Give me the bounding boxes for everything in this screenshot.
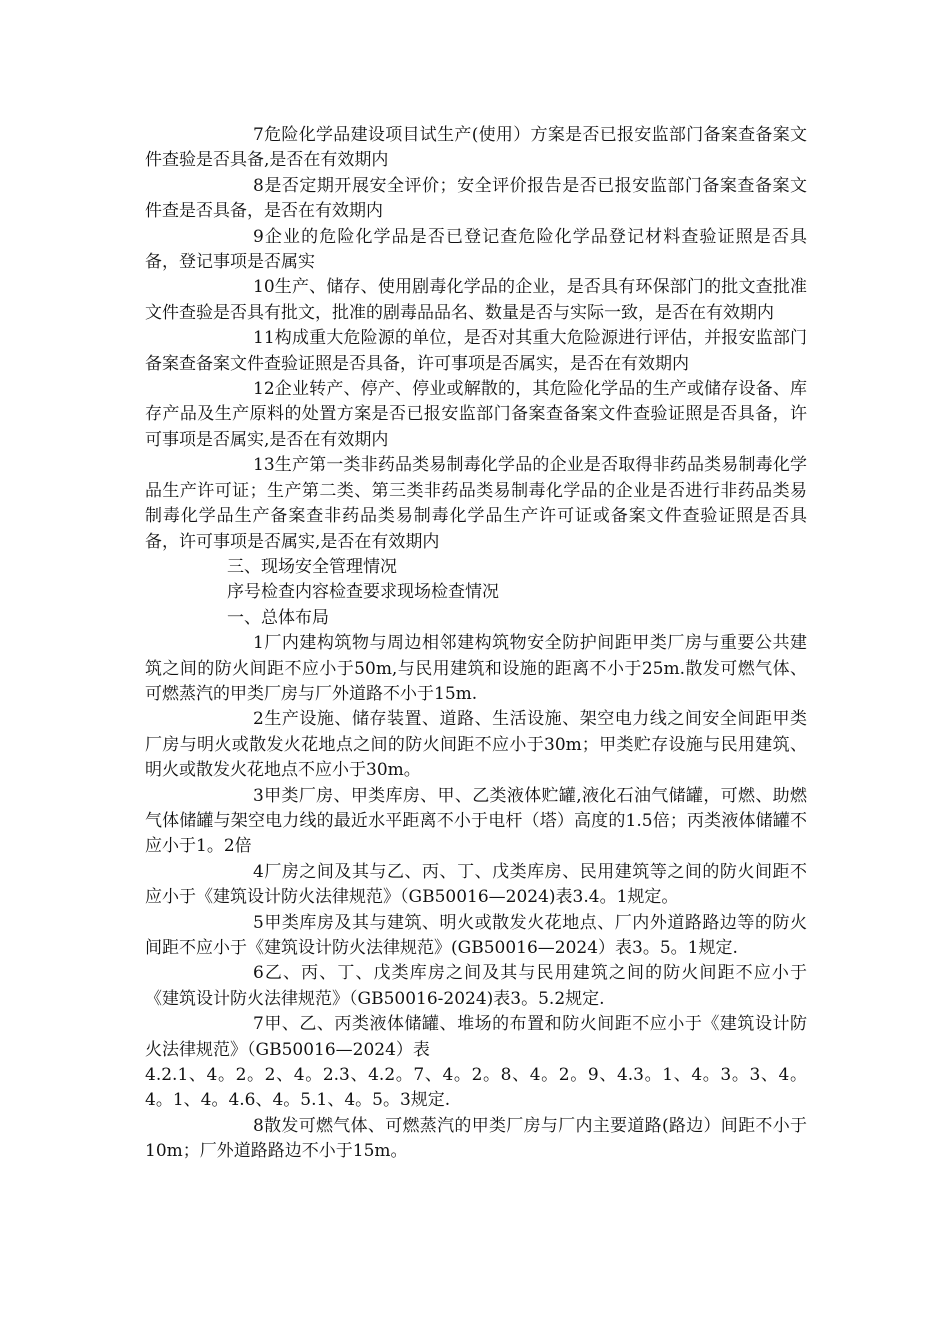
paragraph-layout-item-8: 8散发可燃气体、可燃蒸汽的甲类厂房与厂内主要道路(路边）间距不小于10m；厂外道路路边不小于15m。 xyxy=(145,1115,807,1162)
paragraph-item-12-disposal-plan: 12企业转产、停产、停业或解散的，其危险化学品的生产或储存设备、库存产品及生产原料的处置方案是否已报安监部门备案查备案文件查验证照是否具备，许可事项是否属实,是否在有效期内 xyxy=(145,379,807,450)
paragraph-layout-item-2: 2生产设施、储存装置、道路、生活设施、架空电力线之间安全间距甲类厂房与明火或散发火花地点之间的防火间距不应小于30m；甲类贮存设施与民用建筑、明火或散发火花地点不应小于30m。 xyxy=(145,709,807,781)
paragraph-layout-item-7: 7甲、乙、丙类液体储罐、堆场的布置和防火间距不应小于《建筑设计防火法律规范》（GB50016—2024）表 xyxy=(145,1014,807,1060)
table-header-line: 序号检查内容检查要求现场检查情况 xyxy=(227,582,499,603)
section-heading-site-safety: 三、现场安全管理情况 xyxy=(227,556,397,577)
paragraph-layout-item-5: 5甲类库房及其与建筑、明火或散发火花地点、厂内外道路路边等的防火间距不应小于《建筑设计防火法律规范》(GB50016—2024）表3。5。1规定. xyxy=(145,912,807,958)
paragraph-layout-item-3: 3甲类厂房、甲类库房、甲、乙类液体贮罐,液化石油气储罐，可燃、助燃气体储罐与架空电力线的最近水平距离不小于电杆（塔）高度的1.5倍；丙类液体储罐不应小于1。2倍 xyxy=(145,785,807,857)
paragraph-layout-item-6: 6乙、丙、丁、戊类库房之间及其与民用建筑之间的防火间距不应小于《建筑设计防火法律规范》（GB50016-2024)表3。5.2规定. xyxy=(145,963,807,1009)
paragraph-item-7-trial-production: 7危险化学品建设项目试生产(使用）方案是否已报安监部门备案查备案文件查验是否具备,是否在有效期内 xyxy=(145,125,807,171)
subsection-heading-layout: 一、总体布局 xyxy=(227,607,329,628)
paragraph-item-8-safety-evaluation: 8是否定期开展安全评价；安全评价报告是否已报安监部门备案查备案文件查是否具备，是否在有效期内 xyxy=(145,175,807,222)
paragraph-layout-item-1: 1厂内建构筑物与周边相邻建构筑物安全防护间距甲类厂房与重要公共建筑之间的防火间距不应小于50m,与民用建筑和设施的距离不小于25m.散发可燃气体、可燃蒸汽的甲类厂房与厂外道路不小于15m. xyxy=(145,633,807,704)
paragraph-item-13-precursor-chemicals: 13生产第一类非药品类易制毒化学品的企业是否取得非药品类易制毒化学品生产许可证；生产第二类、第三类非药品类易制毒化学品的企业是否进行非药品类易制毒化学品生产备案查非药品类易制毒化学品生产许可证或备案文件查验证照是否具备，许可事项是否属实,是否在有效期内 xyxy=(145,455,807,552)
paragraph-item-9-registration: 9企业的危险化学品是否已登记查危险化学品登记材料查验证照是否具备，登记事项是否属实 xyxy=(145,226,807,273)
paragraph-layout-item-7-tables: 4.2.1、4。2。2、4。2.3、4.2。7、4。2。8、4。2。9、4.3。1、4。3。3、4。4。1、4。4.6、4。5.1、4。5。3规定. xyxy=(145,1065,807,1111)
document-page xyxy=(145,123,807,1165)
paragraph-layout-item-4: 4厂房之间及其与乙、丙、丁、戊类库房、民用建筑等之间的防火间距不应小于《建筑设计防火法律规范》（GB50016—2024)表3.4。1规定。 xyxy=(145,861,807,908)
paragraph-item-11-major-hazard: 11构成重大危险源的单位，是否对其重大危险源进行评估，并报安监部门备案查备案文件查验证照是否具备，许可事项是否属实，是否在有效期内 xyxy=(145,328,807,374)
paragraph-item-10-toxic-chemicals: 10生产、储存、使用剧毒化学品的企业，是否具有环保部门的批文查批准文件查验是否具有批文，批准的剧毒品品名、数量是否与实际一致，是否在有效期内 xyxy=(145,277,807,323)
